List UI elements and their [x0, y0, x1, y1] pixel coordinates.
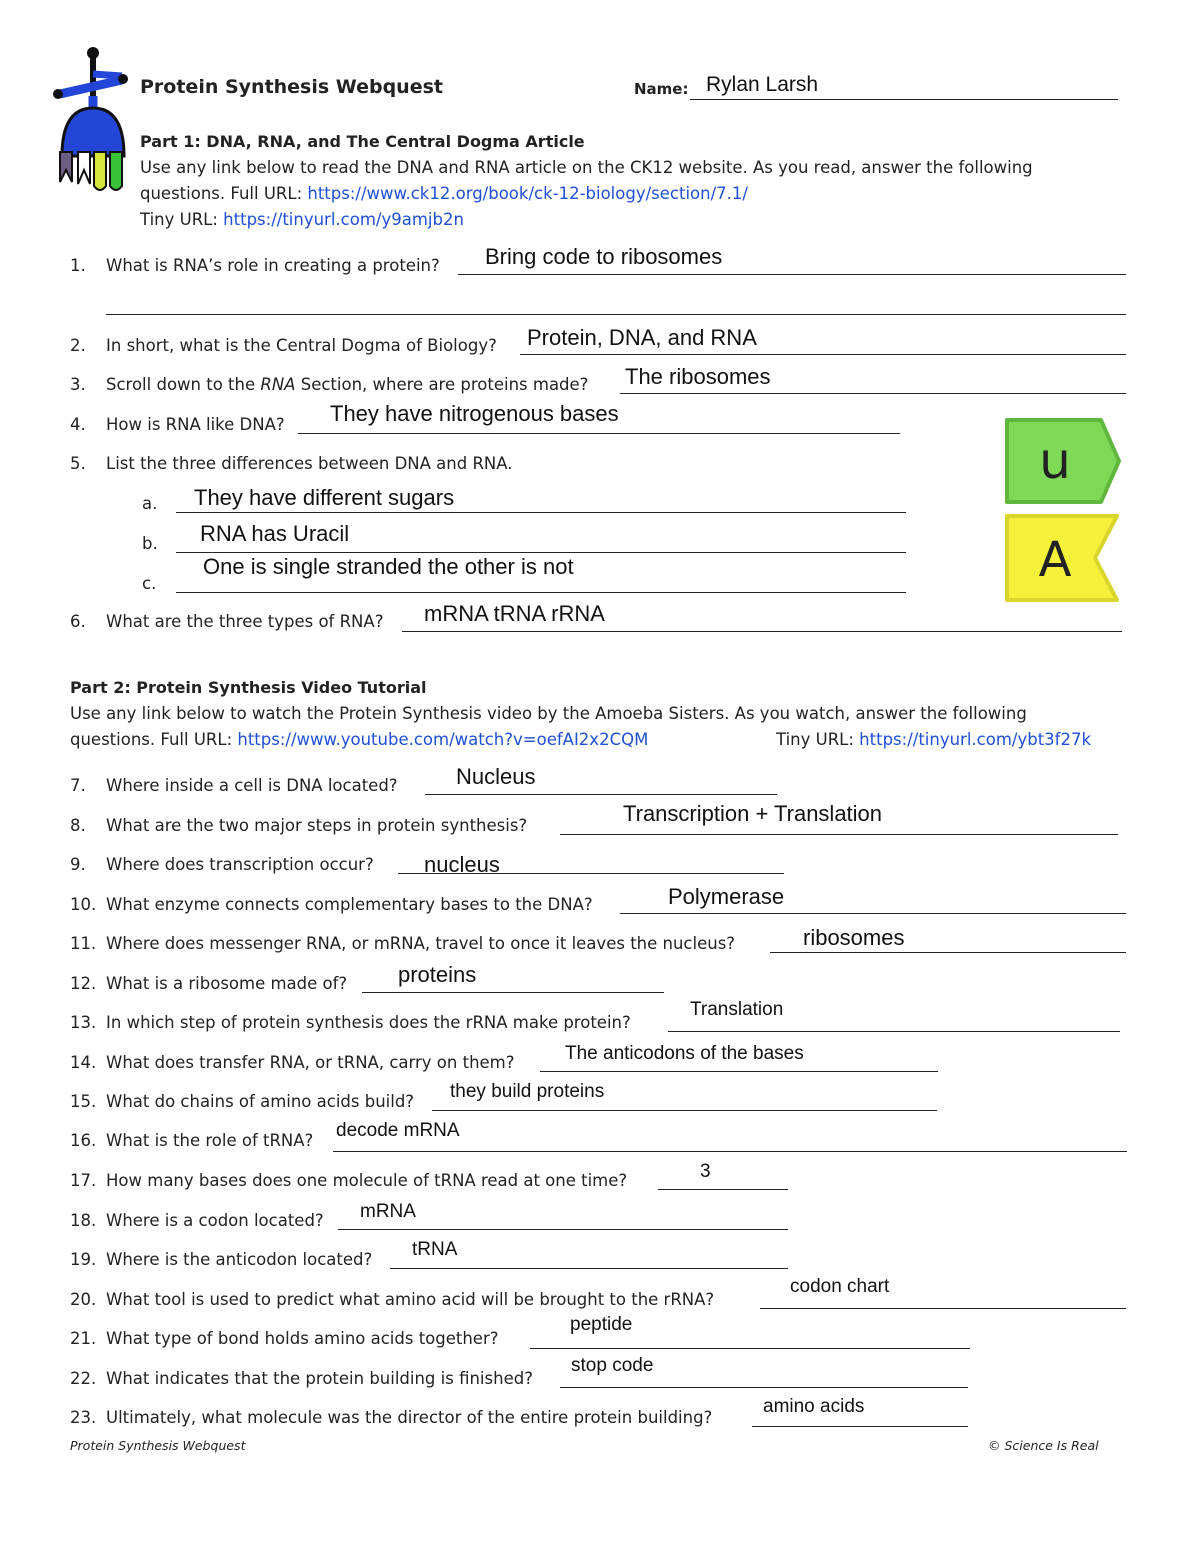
- part1-intro-line2: [140, 181, 1130, 207]
- question-number: 9.: [70, 855, 86, 874]
- question-3-text-b: Section, where are proteins made?: [295, 375, 589, 394]
- question-1-text: What is RNA’s role in creating a protein?: [106, 256, 440, 275]
- answer-8: Transcription + Translation: [623, 801, 883, 826]
- answer-line-18[interactable]: [338, 1229, 788, 1230]
- question-number: 17.: [70, 1171, 97, 1190]
- question-3-text-italic: RNA: [260, 375, 296, 394]
- question-7-text: Where inside a cell is DNA located?: [106, 776, 398, 795]
- question-14-text: What does transfer RNA, or tRNA, carry on them?: [106, 1053, 515, 1072]
- question-number: 20.: [70, 1290, 97, 1309]
- part2-full-url-link[interactable]: https://www.youtube.com/watch?v=oefAI2x2CQM: [237, 730, 649, 749]
- question-number: 2.: [70, 336, 86, 355]
- answer-13: Translation: [690, 999, 784, 1020]
- question-number: 7.: [70, 776, 86, 795]
- question-number: 8.: [70, 816, 86, 835]
- question-18-text: Where is a codon located?: [106, 1211, 324, 1230]
- question-number: 21.: [70, 1329, 97, 1348]
- question-number: 23.: [70, 1408, 97, 1427]
- name-label: Name:: [634, 80, 689, 98]
- question-number: 22.: [70, 1369, 97, 1388]
- answer-line-1b[interactable]: [106, 314, 1126, 315]
- part2-intro-line2: [70, 727, 1150, 753]
- difference-letter-a: a.: [142, 494, 158, 513]
- question-number: 18.: [70, 1211, 97, 1230]
- part2-intro: [70, 701, 1150, 753]
- answer-line-10[interactable]: [620, 913, 1126, 914]
- name-value: Rylan Larsh: [706, 73, 819, 96]
- question-2-text: In short, what is the Central Dogma of Biology?: [106, 336, 497, 355]
- answer-5b: RNA has Uracil: [200, 521, 350, 546]
- part2-full-url-label: questions. Full URL:: [70, 730, 238, 749]
- uracil-tile-icon: [1003, 416, 1123, 506]
- question-number: 5.: [70, 454, 86, 473]
- question-9-text: Where does transcription occur?: [106, 855, 374, 874]
- answer-2: Protein, DNA, and RNA: [527, 325, 757, 350]
- answer-5c: One is single stranded the other is not: [203, 554, 574, 579]
- answer-line-5c[interactable]: [176, 592, 906, 593]
- answer-15: they build proteins: [450, 1081, 605, 1102]
- question-number: 13.: [70, 1013, 97, 1032]
- answer-14: The anticodons of the bases: [565, 1043, 804, 1064]
- answer-line-13[interactable]: [668, 1031, 1120, 1032]
- answer-23: amino acids: [763, 1396, 865, 1417]
- answer-line-14[interactable]: [540, 1071, 938, 1072]
- question-16-text: What is the role of tRNA?: [106, 1131, 314, 1150]
- answer-line-2[interactable]: [520, 354, 1126, 355]
- question-11-text: Where does messenger RNA, or mRNA, travel to once it leaves the nucleus?: [106, 934, 736, 953]
- answer-line-3[interactable]: [620, 393, 1126, 394]
- question-6-text: What are the three types of RNA?: [106, 612, 384, 631]
- part1-intro: [140, 155, 1130, 233]
- trna-logo-icon: [50, 46, 130, 196]
- question-17-text: How many bases does one molecule of tRNA read at one time?: [106, 1171, 628, 1190]
- answer-22: stop code: [571, 1355, 654, 1376]
- answer-20: codon chart: [790, 1276, 890, 1297]
- part2-heading: Part 2: Protein Synthesis Video Tutorial: [70, 678, 427, 697]
- answer-line-15[interactable]: [432, 1110, 937, 1111]
- adenine-tile-icon: [1003, 512, 1123, 604]
- answer-line-7[interactable]: [425, 794, 777, 795]
- answer-10: Polymerase: [668, 884, 785, 909]
- question-number: 6.: [70, 612, 86, 631]
- question-10-text: What enzyme connects complementary bases to the DNA?: [106, 895, 593, 914]
- answer-21: peptide: [570, 1314, 633, 1335]
- answer-6: mRNA tRNA rRNA: [424, 601, 605, 626]
- footer-left: Protein Synthesis Webquest: [70, 1438, 246, 1453]
- part1-tiny-url-link[interactable]: https://tinyurl.com/y9amjb2n: [223, 210, 464, 229]
- uracil-tile-letter: u: [1039, 432, 1071, 490]
- question-8-text: What are the two major steps in protein synthesis?: [106, 816, 528, 835]
- question-number: 10.: [70, 895, 97, 914]
- question-number: 4.: [70, 415, 86, 434]
- answer-line-5a[interactable]: [176, 512, 906, 513]
- answer-line-19[interactable]: [390, 1268, 788, 1269]
- name-field-line[interactable]: [690, 99, 1118, 100]
- adenine-tile-letter: A: [1038, 532, 1072, 588]
- question-20-text: What tool is used to predict what amino acid will be brought to the rRNA?: [106, 1290, 715, 1309]
- answer-line-11[interactable]: [770, 952, 1126, 953]
- answer-4: They have nitrogenous bases: [330, 401, 619, 426]
- question-12-text: What is a ribosome made of?: [106, 974, 348, 993]
- footer-copyright: © Science Is Real: [988, 1438, 1099, 1453]
- part1-full-url-label: questions. Full URL:: [140, 184, 308, 203]
- answer-line-5b[interactable]: [176, 552, 906, 553]
- answer-line-6[interactable]: [402, 631, 1122, 632]
- difference-letter-c: c.: [142, 574, 157, 593]
- answer-line-8[interactable]: [560, 834, 1118, 835]
- answer-17: 3: [700, 1161, 711, 1182]
- question-number: 15.: [70, 1092, 97, 1111]
- question-number: 19.: [70, 1250, 97, 1269]
- question-15-text: What do chains of amino acids build?: [106, 1092, 415, 1111]
- question-4-text: How is RNA like DNA?: [106, 415, 285, 434]
- part1-full-url-link[interactable]: https://www.ck12.org/book/ck-12-biology/section/7.1/: [307, 184, 748, 203]
- question-3-text-a: Scroll down to the: [106, 375, 261, 394]
- part2-tiny-url-label: Tiny URL:: [776, 730, 860, 749]
- answer-11: ribosomes: [803, 925, 905, 950]
- question-number: 12.: [70, 974, 97, 993]
- answer-12: proteins: [398, 962, 477, 987]
- question-3-text: [106, 375, 588, 394]
- answer-line-16[interactable]: [333, 1151, 1127, 1152]
- answer-line-1[interactable]: [458, 274, 1126, 275]
- answer-line-20[interactable]: [760, 1308, 1126, 1309]
- question-22-text: What indicates that the protein building is finished?: [106, 1369, 533, 1388]
- question-23-text: Ultimately, what molecule was the director of the entire protein building?: [106, 1408, 713, 1427]
- answer-line-21[interactable]: [530, 1348, 970, 1349]
- answer-line-17[interactable]: [658, 1189, 788, 1190]
- answer-3: The ribosomes: [625, 364, 771, 389]
- part2-tiny-url-link[interactable]: https://tinyurl.com/ybt3f27k: [859, 730, 1092, 749]
- difference-letter-b: b.: [142, 534, 158, 553]
- question-5-text: List the three differences between DNA and RNA.: [106, 454, 513, 473]
- page-title: Protein Synthesis Webquest: [140, 76, 443, 98]
- answer-line-22[interactable]: [560, 1387, 968, 1388]
- question-number: 16.: [70, 1131, 97, 1150]
- part1-intro-line1: Use any link below to read the DNA and RNA article on the CK12 website. As you read, answer the following: [140, 158, 1033, 177]
- question-number: 11.: [70, 934, 97, 953]
- answer-7: Nucleus: [456, 764, 536, 789]
- question-number: 3.: [70, 375, 86, 394]
- part1-tiny-url-label: Tiny URL:: [140, 210, 224, 229]
- part2-intro-line1: Use any link below to watch the Protein Synthesis video by the Amoeba Sisters. As you watch, answer the following: [70, 704, 1027, 723]
- question-number: 14.: [70, 1053, 97, 1072]
- question-19-text: Where is the anticodon located?: [106, 1250, 373, 1269]
- answer-line-4[interactable]: [298, 433, 900, 434]
- answer-line-12[interactable]: [362, 992, 664, 993]
- answer-1: Bring code to ribosomes: [485, 244, 723, 269]
- part1-intro-line3: [140, 207, 1130, 233]
- answer-line-23[interactable]: [752, 1426, 968, 1427]
- answer-16: decode mRNA: [336, 1120, 460, 1141]
- answer-5a: They have different sugars: [194, 485, 455, 510]
- answer-19: tRNA: [412, 1239, 458, 1260]
- answer-9: nucleus: [424, 852, 500, 877]
- question-number: 1.: [70, 256, 86, 275]
- part2-tiny-url: [776, 727, 1091, 753]
- question-21-text: What type of bond holds amino acids together?: [106, 1329, 499, 1348]
- question-13-text: In which step of protein synthesis does the rRNA make protein?: [106, 1013, 631, 1032]
- part1-heading: Part 1: DNA, RNA, and The Central Dogma Article: [140, 132, 585, 151]
- answer-18: mRNA: [360, 1201, 416, 1222]
